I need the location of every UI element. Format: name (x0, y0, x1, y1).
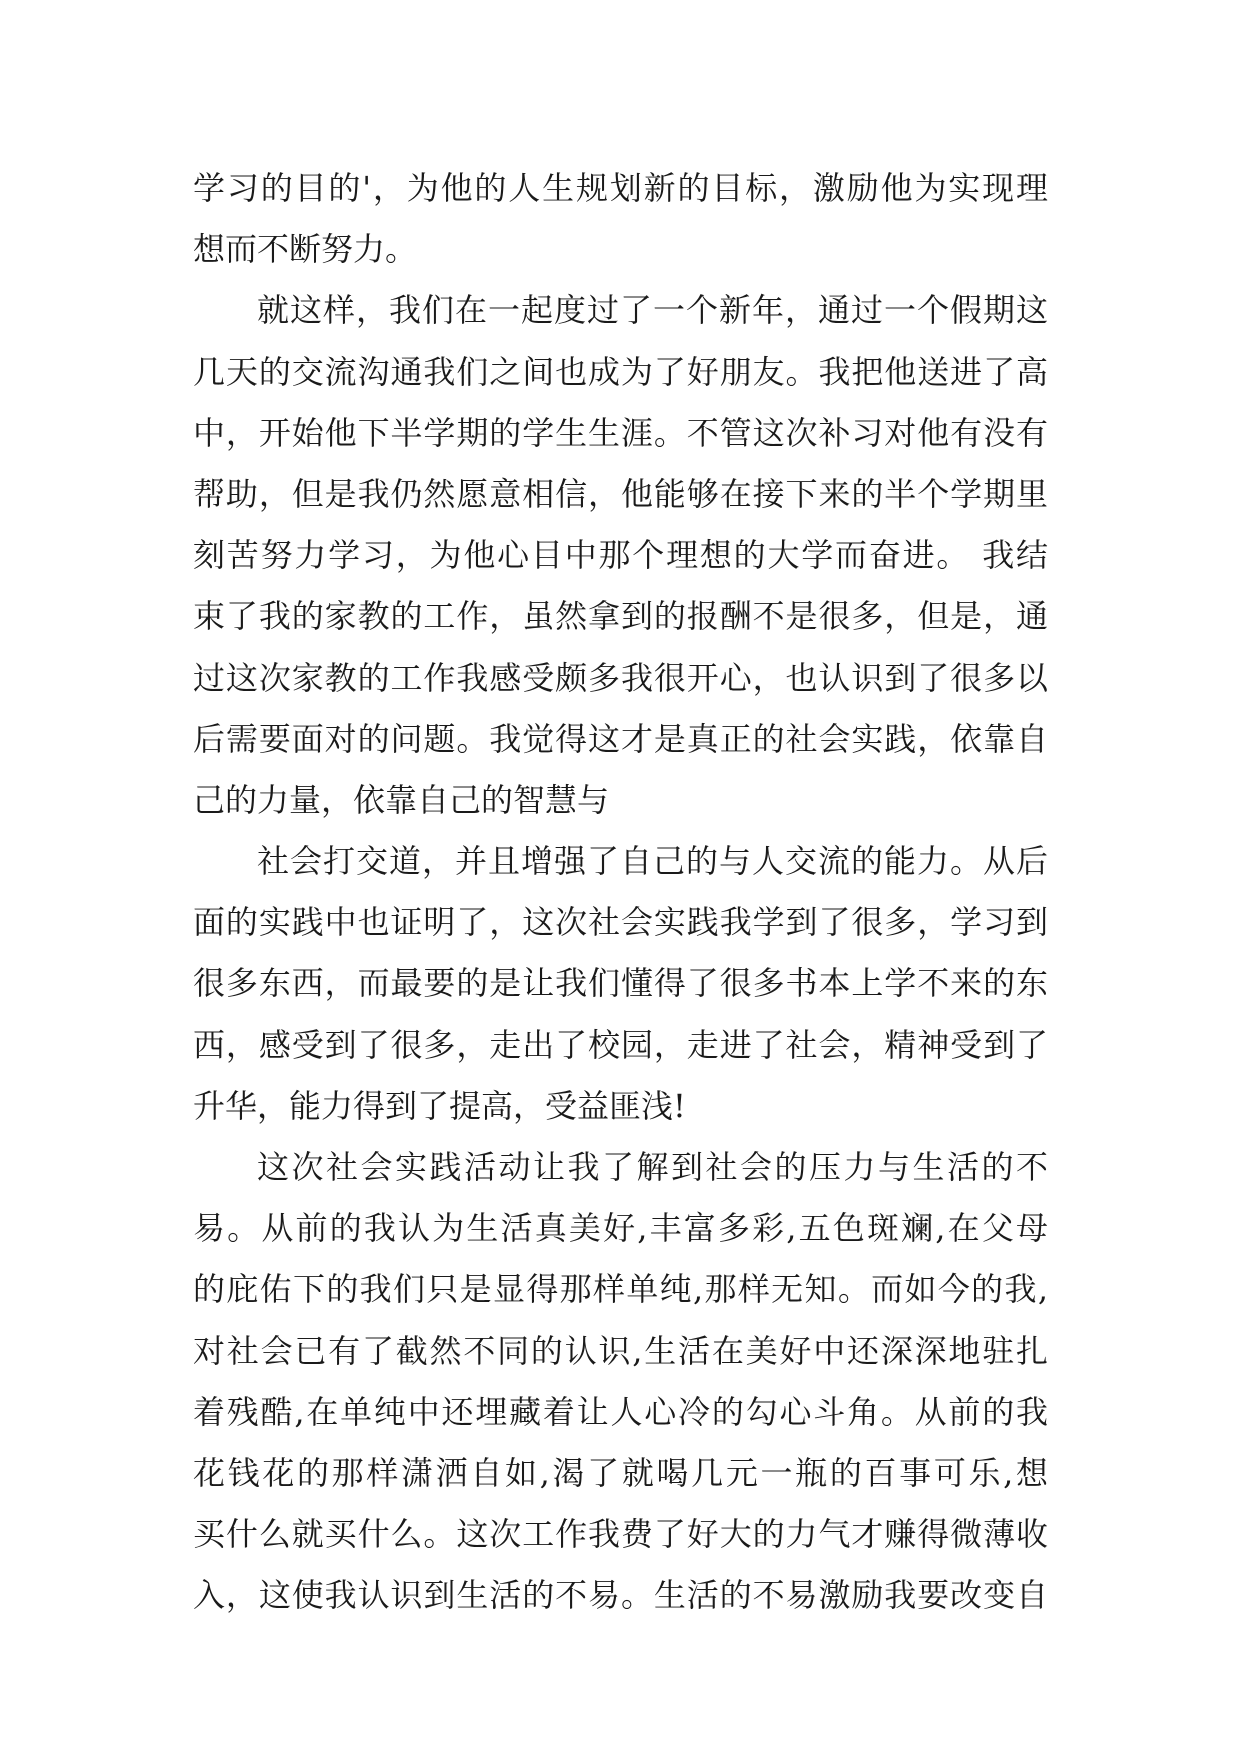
paragraph-first-line: 这次社会实践活动让我了解到社会的压力与生活的不 (257, 1148, 1048, 1186)
text-line: 西，感受到了很多，走出了校园，走进了社会，精神受到了 (193, 1025, 1048, 1064)
text-line: 后需要面对的问题。我觉得这才是真正的社会实践，依靠自 (193, 719, 1048, 758)
text-line: 的庇佑下的我们只是显得那样单纯,那样无知。而如今的我, (193, 1270, 1048, 1309)
text-line: 己的力量，依靠自己的智慧与 (193, 780, 610, 819)
text-line: 面的实践中也证明了，这次社会实践我学到了很多，学习到 (193, 903, 1048, 942)
text-line: 刻苦努力学习，为他心目中那个理想的大学而奋进。 我结 (193, 536, 1048, 575)
text-line: 中，开始他下半学期的学生生涯。不管这次补习对他有没有 (193, 413, 1048, 452)
text-line: 对社会已有了截然不同的认识,生活在美好中还深深地驻扎 (193, 1331, 1048, 1370)
text-line: 升华，能力得到了提高，受益匪浅! (193, 1086, 686, 1125)
text-line: 想而不断努力。 (193, 230, 418, 269)
text-line: 入，这使我认识到生活的不易。生活的不易激励我要改变自 (193, 1576, 1048, 1615)
text-line: 过这次家教的工作我感受颇多我很开心，也认识到了很多以 (193, 658, 1048, 697)
text-line: 几天的交流沟通我们之间也成为了好朋友。我把他送进了高 (193, 352, 1048, 391)
text-line: 束了我的家教的工作，虽然拿到的报酬不是很多，但是，通 (193, 597, 1048, 636)
text-line: 帮助，但是我仍然愿意相信，他能够在接下来的半个学期里 (193, 474, 1048, 513)
text-line: 很多东西，而最要的是让我们懂得了很多书本上学不来的东 (193, 964, 1048, 1003)
document-body (193, 158, 1048, 1627)
paragraph-first-line: 社会打交道，并且增强了自己的与人交流的能力。从后 (257, 842, 1048, 881)
text-line: 学习的目的'，为他的人生规划新的目标，激励他为实现理 (193, 169, 1048, 207)
text-line: 买什么就买什么。这次工作我费了好大的力气才赚得微薄收 (193, 1515, 1048, 1554)
text-line: 花钱花的那样潇洒自如,渴了就喝几元一瓶的百事可乐,想 (193, 1453, 1048, 1492)
text-line: 着残酷,在单纯中还埋藏着让人心冷的勾心斗角。从前的我 (193, 1392, 1048, 1431)
text-line: 易。从前的我认为生活真美好,丰富多彩,五色斑斓,在父母 (193, 1209, 1048, 1248)
paragraph-first-line: 就这样，我们在一起度过了一个新年，通过一个假期这 (257, 291, 1048, 330)
